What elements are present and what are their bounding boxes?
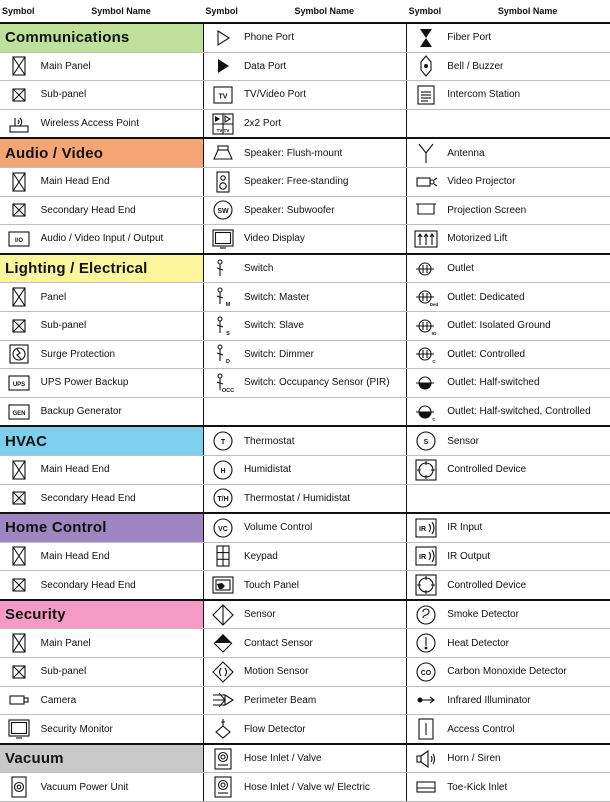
table-row bbox=[0, 513, 610, 542]
symbol-name bbox=[445, 484, 610, 513]
outlet-icon bbox=[414, 315, 438, 337]
symbol-name: Perimeter Beam bbox=[242, 686, 407, 715]
table-row bbox=[0, 340, 610, 369]
symbol-cell bbox=[203, 52, 242, 81]
table-row bbox=[0, 600, 610, 629]
symbol-label: T/H bbox=[217, 496, 229, 504]
symbol-cell bbox=[407, 426, 446, 455]
table-row bbox=[0, 254, 610, 283]
header-symbol-name: Symbol Name bbox=[39, 0, 204, 23]
symbol-name: Outlet bbox=[445, 254, 610, 283]
header-symbol-name: Symbol Name bbox=[445, 0, 610, 23]
symbol-name: Projection Screen bbox=[445, 196, 610, 225]
legend-body bbox=[0, 23, 610, 802]
symbol-name: Controlled Device bbox=[445, 455, 610, 484]
symbol-name: Horn / Siren bbox=[445, 744, 610, 773]
symbol-cell bbox=[407, 629, 446, 658]
tv-port-icon bbox=[211, 84, 235, 106]
symbol-name: Carbon Monoxide Detector bbox=[445, 658, 610, 687]
switch-icon bbox=[211, 258, 235, 280]
panel-icon bbox=[7, 545, 31, 567]
symbol-name: Intercom Station bbox=[445, 81, 610, 110]
hose-inlet-icon bbox=[211, 748, 235, 770]
table-row bbox=[0, 52, 610, 81]
symbol-label: S bbox=[226, 330, 230, 337]
symbol-cell bbox=[203, 600, 242, 629]
motion-sensor-icon bbox=[211, 661, 235, 683]
flow-detector-icon bbox=[211, 718, 235, 740]
table-row bbox=[0, 138, 610, 167]
symbol-label: TV bbox=[218, 93, 228, 101]
symbol-cell bbox=[203, 283, 242, 312]
symbol-label: UPS bbox=[13, 381, 26, 388]
controlled-device-icon bbox=[414, 574, 438, 596]
symbol-cell bbox=[203, 455, 242, 484]
smoke-detector-icon bbox=[414, 604, 438, 626]
switch-icon bbox=[211, 286, 235, 308]
symbol-cell bbox=[407, 744, 446, 773]
panel-icon bbox=[7, 459, 31, 481]
symbol-cell bbox=[0, 340, 39, 369]
symbol-name: Switch: Dimmer bbox=[242, 340, 407, 369]
symbol-label: M bbox=[225, 302, 231, 309]
symbol-name: Sensor bbox=[242, 600, 407, 629]
symbol-name: Outlet: Controlled bbox=[445, 340, 610, 369]
box-label-icon bbox=[7, 401, 31, 423]
circle-label-icon bbox=[211, 199, 235, 221]
table-row bbox=[0, 167, 610, 196]
symbol-name: Antenna bbox=[445, 138, 610, 167]
symbol-cell bbox=[203, 167, 242, 196]
symbol-label: Ded bbox=[429, 302, 439, 308]
camera-icon bbox=[7, 689, 31, 711]
symbol-name: Toe-Kick Inlet bbox=[445, 773, 610, 802]
video-display-icon bbox=[211, 228, 235, 250]
sub-panel-icon bbox=[7, 315, 31, 337]
header-row bbox=[0, 0, 610, 23]
symbol-label: T bbox=[220, 438, 226, 446]
symbol-name: Video Projector bbox=[445, 167, 610, 196]
symbol-name: Secondary Head End bbox=[39, 571, 204, 600]
symbol-cell bbox=[407, 600, 446, 629]
table-row bbox=[0, 311, 610, 340]
hose-inlet-icon bbox=[211, 776, 235, 798]
symbol-cell bbox=[203, 225, 242, 254]
symbol-name: Outlet: Dedicated bbox=[445, 283, 610, 312]
symbol-label: OCC bbox=[221, 387, 234, 394]
intercom-icon bbox=[414, 84, 438, 106]
speaker-flush-icon bbox=[211, 142, 235, 164]
symbol-cell bbox=[203, 254, 242, 283]
symbol-label: IR bbox=[419, 554, 427, 562]
symbol-label: SW bbox=[217, 208, 229, 216]
symbol-name: IR Output bbox=[445, 542, 610, 571]
symbol-name: IR Input bbox=[445, 513, 610, 542]
symbol-cell bbox=[203, 397, 242, 426]
symbol-name: Main Head End bbox=[39, 455, 204, 484]
symbol-cell bbox=[203, 629, 242, 658]
symbol-cell bbox=[0, 52, 39, 81]
table-row bbox=[0, 81, 610, 110]
motorized-lift-icon bbox=[414, 228, 438, 250]
section-title: Lighting / Electrical bbox=[0, 254, 203, 283]
security-monitor-icon bbox=[7, 718, 31, 740]
symbol-name: Phone Port bbox=[242, 23, 407, 52]
symbol-cell bbox=[407, 513, 446, 542]
panel-icon bbox=[7, 55, 31, 77]
table-row bbox=[0, 426, 610, 455]
symbol-cell bbox=[407, 571, 446, 600]
symbol-name: Sub-panel bbox=[39, 81, 204, 110]
section-title: Audio / Video bbox=[0, 138, 203, 167]
symbol-cell bbox=[0, 686, 39, 715]
table-row bbox=[0, 369, 610, 398]
symbol-name: Main Head End bbox=[39, 542, 204, 571]
symbol-cell bbox=[203, 658, 242, 687]
symbol-cell bbox=[407, 225, 446, 254]
symbol-name: Speaker: Subwoofer bbox=[242, 196, 407, 225]
symbol-cell bbox=[203, 196, 242, 225]
circle-label-icon bbox=[414, 661, 438, 683]
table-row bbox=[0, 773, 610, 802]
symbol-name: Sub-panel bbox=[39, 311, 204, 340]
header-symbol-name: Symbol Name bbox=[242, 0, 407, 23]
panel-icon bbox=[7, 286, 31, 308]
phone-port-icon bbox=[211, 27, 235, 49]
switch-icon bbox=[211, 372, 235, 394]
symbol-cell bbox=[0, 283, 39, 312]
toe-kick-icon bbox=[414, 776, 438, 798]
symbol-name bbox=[242, 397, 407, 426]
surge-icon bbox=[7, 343, 31, 365]
symbol-cell bbox=[203, 513, 242, 542]
symbol-name: Security Monitor bbox=[39, 715, 204, 744]
symbol-cell bbox=[203, 484, 242, 513]
table-row bbox=[0, 744, 610, 773]
symbol-cell bbox=[203, 109, 242, 138]
symbol-name: UPS Power Backup bbox=[39, 369, 204, 398]
table-row bbox=[0, 109, 610, 138]
section-title: Communications bbox=[0, 23, 203, 52]
switch-icon bbox=[211, 315, 235, 337]
symbol-cell bbox=[0, 455, 39, 484]
symbol-name: Outlet: Isolated Ground bbox=[445, 311, 610, 340]
table-row bbox=[0, 571, 610, 600]
table-row bbox=[0, 715, 610, 744]
switch-icon bbox=[211, 343, 235, 365]
symbol-cell bbox=[0, 715, 39, 744]
circle-label-icon bbox=[211, 430, 235, 452]
symbol-cell bbox=[203, 369, 242, 398]
symbol-name: Contact Sensor bbox=[242, 629, 407, 658]
speaker-standing-icon bbox=[211, 171, 235, 193]
video-projector-icon bbox=[414, 171, 438, 193]
symbol-label: D bbox=[225, 359, 230, 366]
circle-label-icon bbox=[211, 487, 235, 509]
symbol-name: Main Panel bbox=[39, 52, 204, 81]
contact-sensor-icon bbox=[211, 632, 235, 654]
symbol-name: Controlled Device bbox=[445, 571, 610, 600]
infrared-illuminator-icon bbox=[414, 689, 438, 711]
wireless-ap-icon bbox=[7, 113, 31, 135]
sub-panel-icon bbox=[7, 199, 31, 221]
diamond-icon bbox=[211, 604, 235, 626]
bell-buzzer-icon bbox=[414, 55, 438, 77]
symbol-name: Surge Protection bbox=[39, 340, 204, 369]
symbol-name: Wireless Access Point bbox=[39, 109, 204, 138]
symbol-cell bbox=[0, 571, 39, 600]
section-title: Vacuum bbox=[0, 744, 203, 773]
table-row bbox=[0, 397, 610, 426]
table-row bbox=[0, 23, 610, 52]
outlet-half-icon bbox=[414, 372, 438, 394]
sub-panel-icon bbox=[7, 574, 31, 596]
symbol-label: IR bbox=[419, 525, 427, 533]
sub-panel-icon bbox=[7, 487, 31, 509]
table-row bbox=[0, 542, 610, 571]
symbol-cell bbox=[407, 369, 446, 398]
symbol-name: Panel bbox=[39, 283, 204, 312]
controlled-device-icon bbox=[414, 459, 438, 481]
symbol-cell bbox=[203, 340, 242, 369]
symbol-name: Secondary Head End bbox=[39, 196, 204, 225]
symbol-name: 2x2 Port bbox=[242, 109, 407, 138]
symbol-cell bbox=[407, 340, 446, 369]
symbol-cell bbox=[407, 283, 446, 312]
symbol-name: Camera bbox=[39, 686, 204, 715]
symbol-cell bbox=[407, 138, 446, 167]
symbol-name: Smoke Detector bbox=[445, 600, 610, 629]
header-symbol: Symbol bbox=[0, 0, 39, 23]
symbol-cell bbox=[203, 81, 242, 110]
symbol-name: Speaker: Free-standing bbox=[242, 167, 407, 196]
table-row bbox=[0, 658, 610, 687]
symbol-name: Access Control bbox=[445, 715, 610, 744]
symbol-cell bbox=[0, 311, 39, 340]
symbol-cell bbox=[407, 773, 446, 802]
section-title: Home Control bbox=[0, 513, 203, 542]
symbol-cell bbox=[203, 571, 242, 600]
outlet-icon bbox=[414, 258, 438, 280]
symbol-name: Humidistat bbox=[242, 455, 407, 484]
table-row bbox=[0, 686, 610, 715]
symbol-cell bbox=[407, 109, 446, 138]
symbol-cell bbox=[407, 397, 446, 426]
symbol-name: Main Head End bbox=[39, 167, 204, 196]
horn-siren-icon bbox=[414, 748, 438, 770]
symbol-name bbox=[445, 109, 610, 138]
symbol-name: Data Port bbox=[242, 52, 407, 81]
symbol-name: Audio / Video Input / Output bbox=[39, 225, 204, 254]
panel-icon bbox=[7, 171, 31, 193]
access-control-icon bbox=[414, 718, 438, 740]
symbol-cell bbox=[407, 542, 446, 571]
heat-detector-icon bbox=[414, 632, 438, 654]
symbol-name: TV/Video Port bbox=[242, 81, 407, 110]
symbol-cell bbox=[407, 311, 446, 340]
symbol-name: Vacuum Power Unit bbox=[39, 773, 204, 802]
symbol-cell bbox=[407, 254, 446, 283]
symbol-cell bbox=[407, 23, 446, 52]
symbol-cell bbox=[0, 658, 39, 687]
section-title: HVAC bbox=[0, 426, 203, 455]
symbol-cell bbox=[0, 81, 39, 110]
symbol-cell bbox=[407, 167, 446, 196]
vacuum-unit-icon bbox=[7, 776, 31, 798]
perimeter-beam-icon bbox=[211, 689, 235, 711]
symbol-name: Flow Detector bbox=[242, 715, 407, 744]
symbol-cell bbox=[0, 196, 39, 225]
box-label-icon bbox=[7, 228, 31, 250]
symbol-name: Motion Sensor bbox=[242, 658, 407, 687]
symbol-cell bbox=[0, 542, 39, 571]
symbol-cell bbox=[0, 629, 39, 658]
outlet-icon bbox=[414, 286, 438, 308]
symbol-label: GEN bbox=[12, 410, 26, 417]
outlet-icon bbox=[414, 343, 438, 365]
ir-icon bbox=[414, 517, 438, 539]
symbol-cell bbox=[407, 81, 446, 110]
outlet-half-icon bbox=[414, 401, 438, 423]
ir-icon bbox=[414, 545, 438, 567]
symbol-label: CO bbox=[420, 669, 432, 677]
symbol-label: C bbox=[432, 416, 436, 422]
symbol-cell bbox=[203, 311, 242, 340]
table-row bbox=[0, 455, 610, 484]
panel-icon bbox=[7, 632, 31, 654]
keypad-icon bbox=[211, 545, 235, 567]
symbol-cell bbox=[0, 773, 39, 802]
symbol-cell bbox=[407, 658, 446, 687]
fiber-port-icon bbox=[414, 27, 438, 49]
symbol-name: Infrared Illuminator bbox=[445, 686, 610, 715]
symbol-name: Thermostat bbox=[242, 426, 407, 455]
symbol-cell bbox=[203, 23, 242, 52]
table-row bbox=[0, 484, 610, 513]
sub-panel-icon bbox=[7, 84, 31, 106]
circle-label-icon bbox=[211, 459, 235, 481]
symbol-cell bbox=[407, 52, 446, 81]
symbol-label: VC bbox=[218, 525, 228, 533]
sub-panel-icon bbox=[7, 661, 31, 683]
symbol-name: Volume Control bbox=[242, 513, 407, 542]
table-row bbox=[0, 196, 610, 225]
symbol-name: Video Display bbox=[242, 225, 407, 254]
symbol-name: Thermostat / Humidistat bbox=[242, 484, 407, 513]
symbol-name: Speaker: Flush-mount bbox=[242, 138, 407, 167]
data-port-icon bbox=[211, 55, 235, 77]
header-symbol: Symbol bbox=[407, 0, 446, 23]
symbol-cell bbox=[407, 686, 446, 715]
symbol-cell bbox=[203, 744, 242, 773]
circle-filled-icon bbox=[414, 430, 438, 452]
symbol-name: Touch Panel bbox=[242, 571, 407, 600]
table-row bbox=[0, 225, 610, 254]
symbol-label: C bbox=[432, 359, 436, 365]
symbol-name: Main Panel bbox=[39, 629, 204, 658]
symbol-name: Switch bbox=[242, 254, 407, 283]
symbol-cell bbox=[203, 138, 242, 167]
two-by-two-port-icon bbox=[211, 113, 235, 135]
symbol-name: Sensor bbox=[445, 426, 610, 455]
symbol-name: Heat Detector bbox=[445, 629, 610, 658]
symbol-name: Backup Generator bbox=[39, 397, 204, 426]
symbol-cell bbox=[407, 715, 446, 744]
symbol-name: Motorized Lift bbox=[445, 225, 610, 254]
symbol-cell bbox=[0, 369, 39, 398]
symbol-label: H bbox=[220, 467, 226, 475]
symbol-name: Outlet: Half-switched bbox=[445, 369, 610, 398]
symbol-cell bbox=[0, 109, 39, 138]
symbol-cell bbox=[407, 196, 446, 225]
table-row bbox=[0, 283, 610, 312]
symbol-name: Keypad bbox=[242, 542, 407, 571]
symbol-name: Bell / Buzzer bbox=[445, 52, 610, 81]
symbol-cell bbox=[0, 225, 39, 254]
symbol-cell bbox=[203, 773, 242, 802]
symbol-name: Outlet: Half-switched, Controlled bbox=[445, 397, 610, 426]
symbol-name: Sub-panel bbox=[39, 658, 204, 687]
symbol-label: S bbox=[423, 438, 429, 446]
touch-panel-icon bbox=[211, 574, 235, 596]
section-title: Security bbox=[0, 600, 203, 629]
header-symbol: Symbol bbox=[203, 0, 242, 23]
symbol-name: Switch: Occupancy Sensor (PIR) bbox=[242, 369, 407, 398]
symbol-name: Secondary Head End bbox=[39, 484, 204, 513]
symbol-cell bbox=[203, 686, 242, 715]
table-row bbox=[0, 629, 610, 658]
symbol-cell bbox=[407, 484, 446, 513]
symbol-cell bbox=[203, 426, 242, 455]
circle-label-icon bbox=[211, 517, 235, 539]
projection-screen-icon bbox=[414, 199, 438, 221]
symbol-name: Fiber Port bbox=[445, 23, 610, 52]
symbol-label: I/O bbox=[15, 237, 24, 244]
antenna-icon bbox=[414, 142, 438, 164]
symbol-cell bbox=[203, 715, 242, 744]
symbol-label: TV TV bbox=[216, 127, 230, 133]
symbol-name: Hose Inlet / Valve bbox=[242, 744, 407, 773]
box-label-icon bbox=[7, 372, 31, 394]
symbol-name: Hose Inlet / Valve w/ Electric bbox=[242, 773, 407, 802]
symbol-cell bbox=[0, 167, 39, 196]
symbol-cell bbox=[203, 542, 242, 571]
symbol-cell bbox=[0, 397, 39, 426]
symbol-name: Switch: Master bbox=[242, 283, 407, 312]
symbol-cell bbox=[407, 455, 446, 484]
symbol-label: IG bbox=[431, 330, 437, 336]
symbol-cell bbox=[0, 484, 39, 513]
symbol-name: Switch: Slave bbox=[242, 311, 407, 340]
